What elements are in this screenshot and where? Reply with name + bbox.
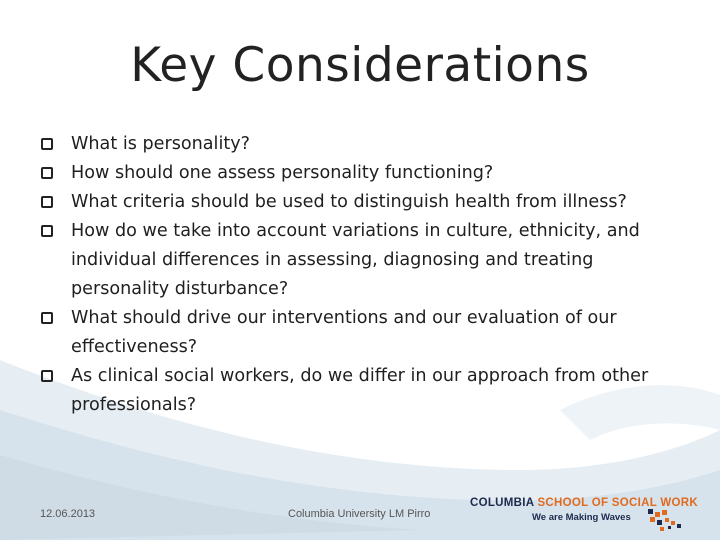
bullet-text: How should one assess personality functioning?	[71, 163, 494, 183]
square-checkbox-icon	[41, 312, 53, 324]
bullet-item	[40, 159, 680, 188]
logo-tagline: We are Making Waves	[532, 512, 631, 523]
bullet-text: How do we take into account variations in culture, ethnicity, and individual differences in assessing, diagnosing and treating personality disturbance?	[71, 221, 640, 299]
footer-date: 12.06.2013	[40, 508, 96, 520]
square-checkbox-icon	[41, 370, 53, 382]
bullet-item	[40, 217, 680, 304]
columbia-logo	[470, 494, 710, 534]
bullet-list	[40, 130, 680, 420]
footer-author: Columbia University LM Pirro	[288, 508, 431, 520]
bullet-text: As clinical social workers, do we differ in our approach from other professionals?	[71, 366, 649, 415]
bullet-item	[40, 304, 680, 362]
square-checkbox-icon	[41, 167, 53, 179]
square-checkbox-icon	[41, 196, 53, 208]
square-checkbox-icon	[41, 225, 53, 237]
bullet-item	[40, 188, 680, 217]
bullet-text: What is personality?	[71, 134, 250, 154]
logo-squares-icon	[646, 508, 688, 532]
slide-title: Key Considerations	[130, 38, 590, 93]
bullet-text: What should drive our interventions and our evaluation of our effectiveness?	[71, 308, 617, 357]
bullet-text: What criteria should be used to distinguish health from illness?	[71, 192, 627, 212]
bullet-item	[40, 130, 680, 159]
logo-name: COLUMBIA SCHOOL OF SOCIAL WORK	[470, 497, 698, 509]
square-checkbox-icon	[41, 138, 53, 150]
bullet-item	[40, 362, 680, 420]
